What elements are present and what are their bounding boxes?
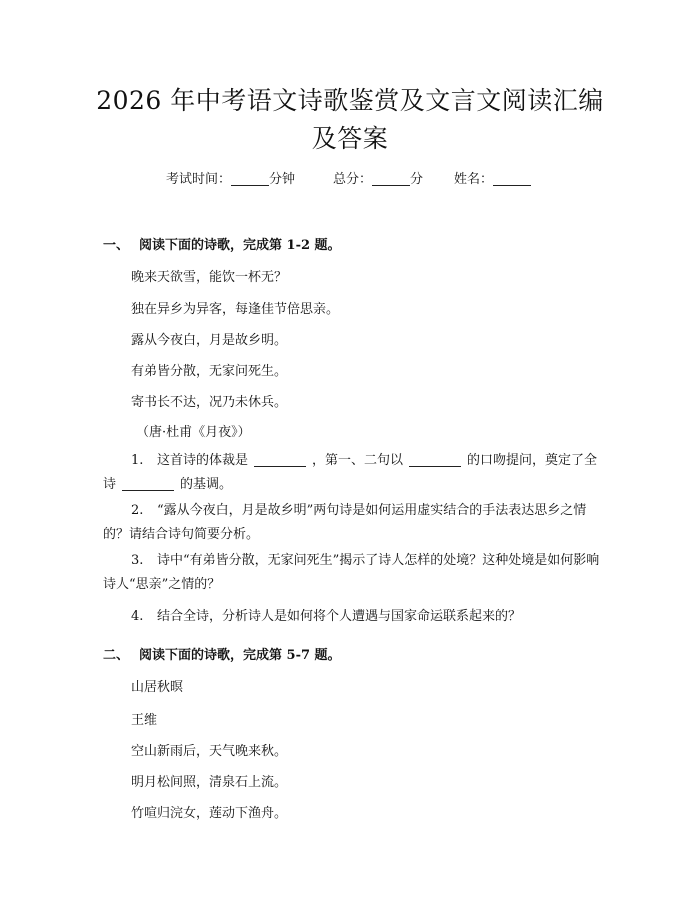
question-text: “露从今夜白，月是故乡明”两句诗是如何运用虚实结合的手法表达思乡之情的？请结合诗句简要分析。 [103,503,587,542]
page-title-line2: 及答案 [311,124,389,153]
page-title: 2026 年中考语文诗歌鉴赏及文言文阅读汇编 [96,86,604,115]
poem-line: 明月松间照，清泉石上流。 [131,775,288,790]
question-text: 结合全诗，分析诗人是如何将个人遭遇与国家命运联系起来的？ [157,609,522,624]
poem-title: 山居秋暝 [131,680,184,695]
poem-line: 晚来天欲雪，能饮一杯无？ [131,270,288,285]
section-title: 阅读下面的诗歌，完成第 1-2 题。 [139,238,341,253]
score-field [333,168,423,187]
poem-line: 有弟皆分散，无家问死生。 [131,364,288,379]
section-number: 一、 [103,238,130,253]
poem-attribution: （唐·杜甫《月夜》） [136,425,251,440]
section-number: 二、 [103,648,130,663]
question-text: 的基调。 [180,477,233,492]
poem-line: 独在异乡为异客，每逢佳节倍思亲。 [131,302,340,317]
time-unit: 分钟 [269,172,296,187]
question-number: 3. [131,553,144,568]
poem-line: 露从今夜白，月是故乡明。 [131,333,288,348]
answer-blank[interactable] [122,476,174,491]
exam-info-row [0,168,700,188]
poem-line: 竹喧归浣女，莲动下渔舟。 [131,806,288,821]
question-number: 1. [131,453,144,468]
question-text: ，第一、二句以 [312,453,404,468]
question-text: 这首诗的体裁是 [157,453,249,468]
question-1 [103,449,601,497]
time-field [166,168,295,187]
section-title: 阅读下面的诗歌，完成第 5-7 题。 [139,648,341,663]
time-blank [231,171,269,186]
poem-line: 寄书长不达，况乃未休兵。 [131,395,288,410]
section-heading-1 [103,234,341,253]
poem-line: 空山新雨后，天气晚来秋。 [131,744,288,759]
question-text: 的口吻提问，奠定了全诗 [103,453,598,492]
question-2 [103,499,601,547]
name-label: 姓名： [454,172,494,187]
name-field [454,168,531,187]
name-blank [493,171,531,186]
answer-blank[interactable] [254,452,306,467]
question-text: 诗中“有弟皆分散，无家问死生”揭示了诗人怎样的处境？这种处境是如何影响诗人“思亲”之情的？ [103,553,600,592]
question-4 [103,605,601,629]
score-blank [372,171,410,186]
time-label: 考试时间： [166,172,232,187]
question-3 [103,549,601,597]
question-number: 4. [131,609,144,624]
poem-author: 王维 [131,713,158,728]
question-number: 2. [131,503,144,518]
answer-blank[interactable] [409,452,461,467]
section-heading-2 [103,644,341,663]
score-label: 总分： [333,172,373,187]
score-unit: 分 [410,172,424,187]
